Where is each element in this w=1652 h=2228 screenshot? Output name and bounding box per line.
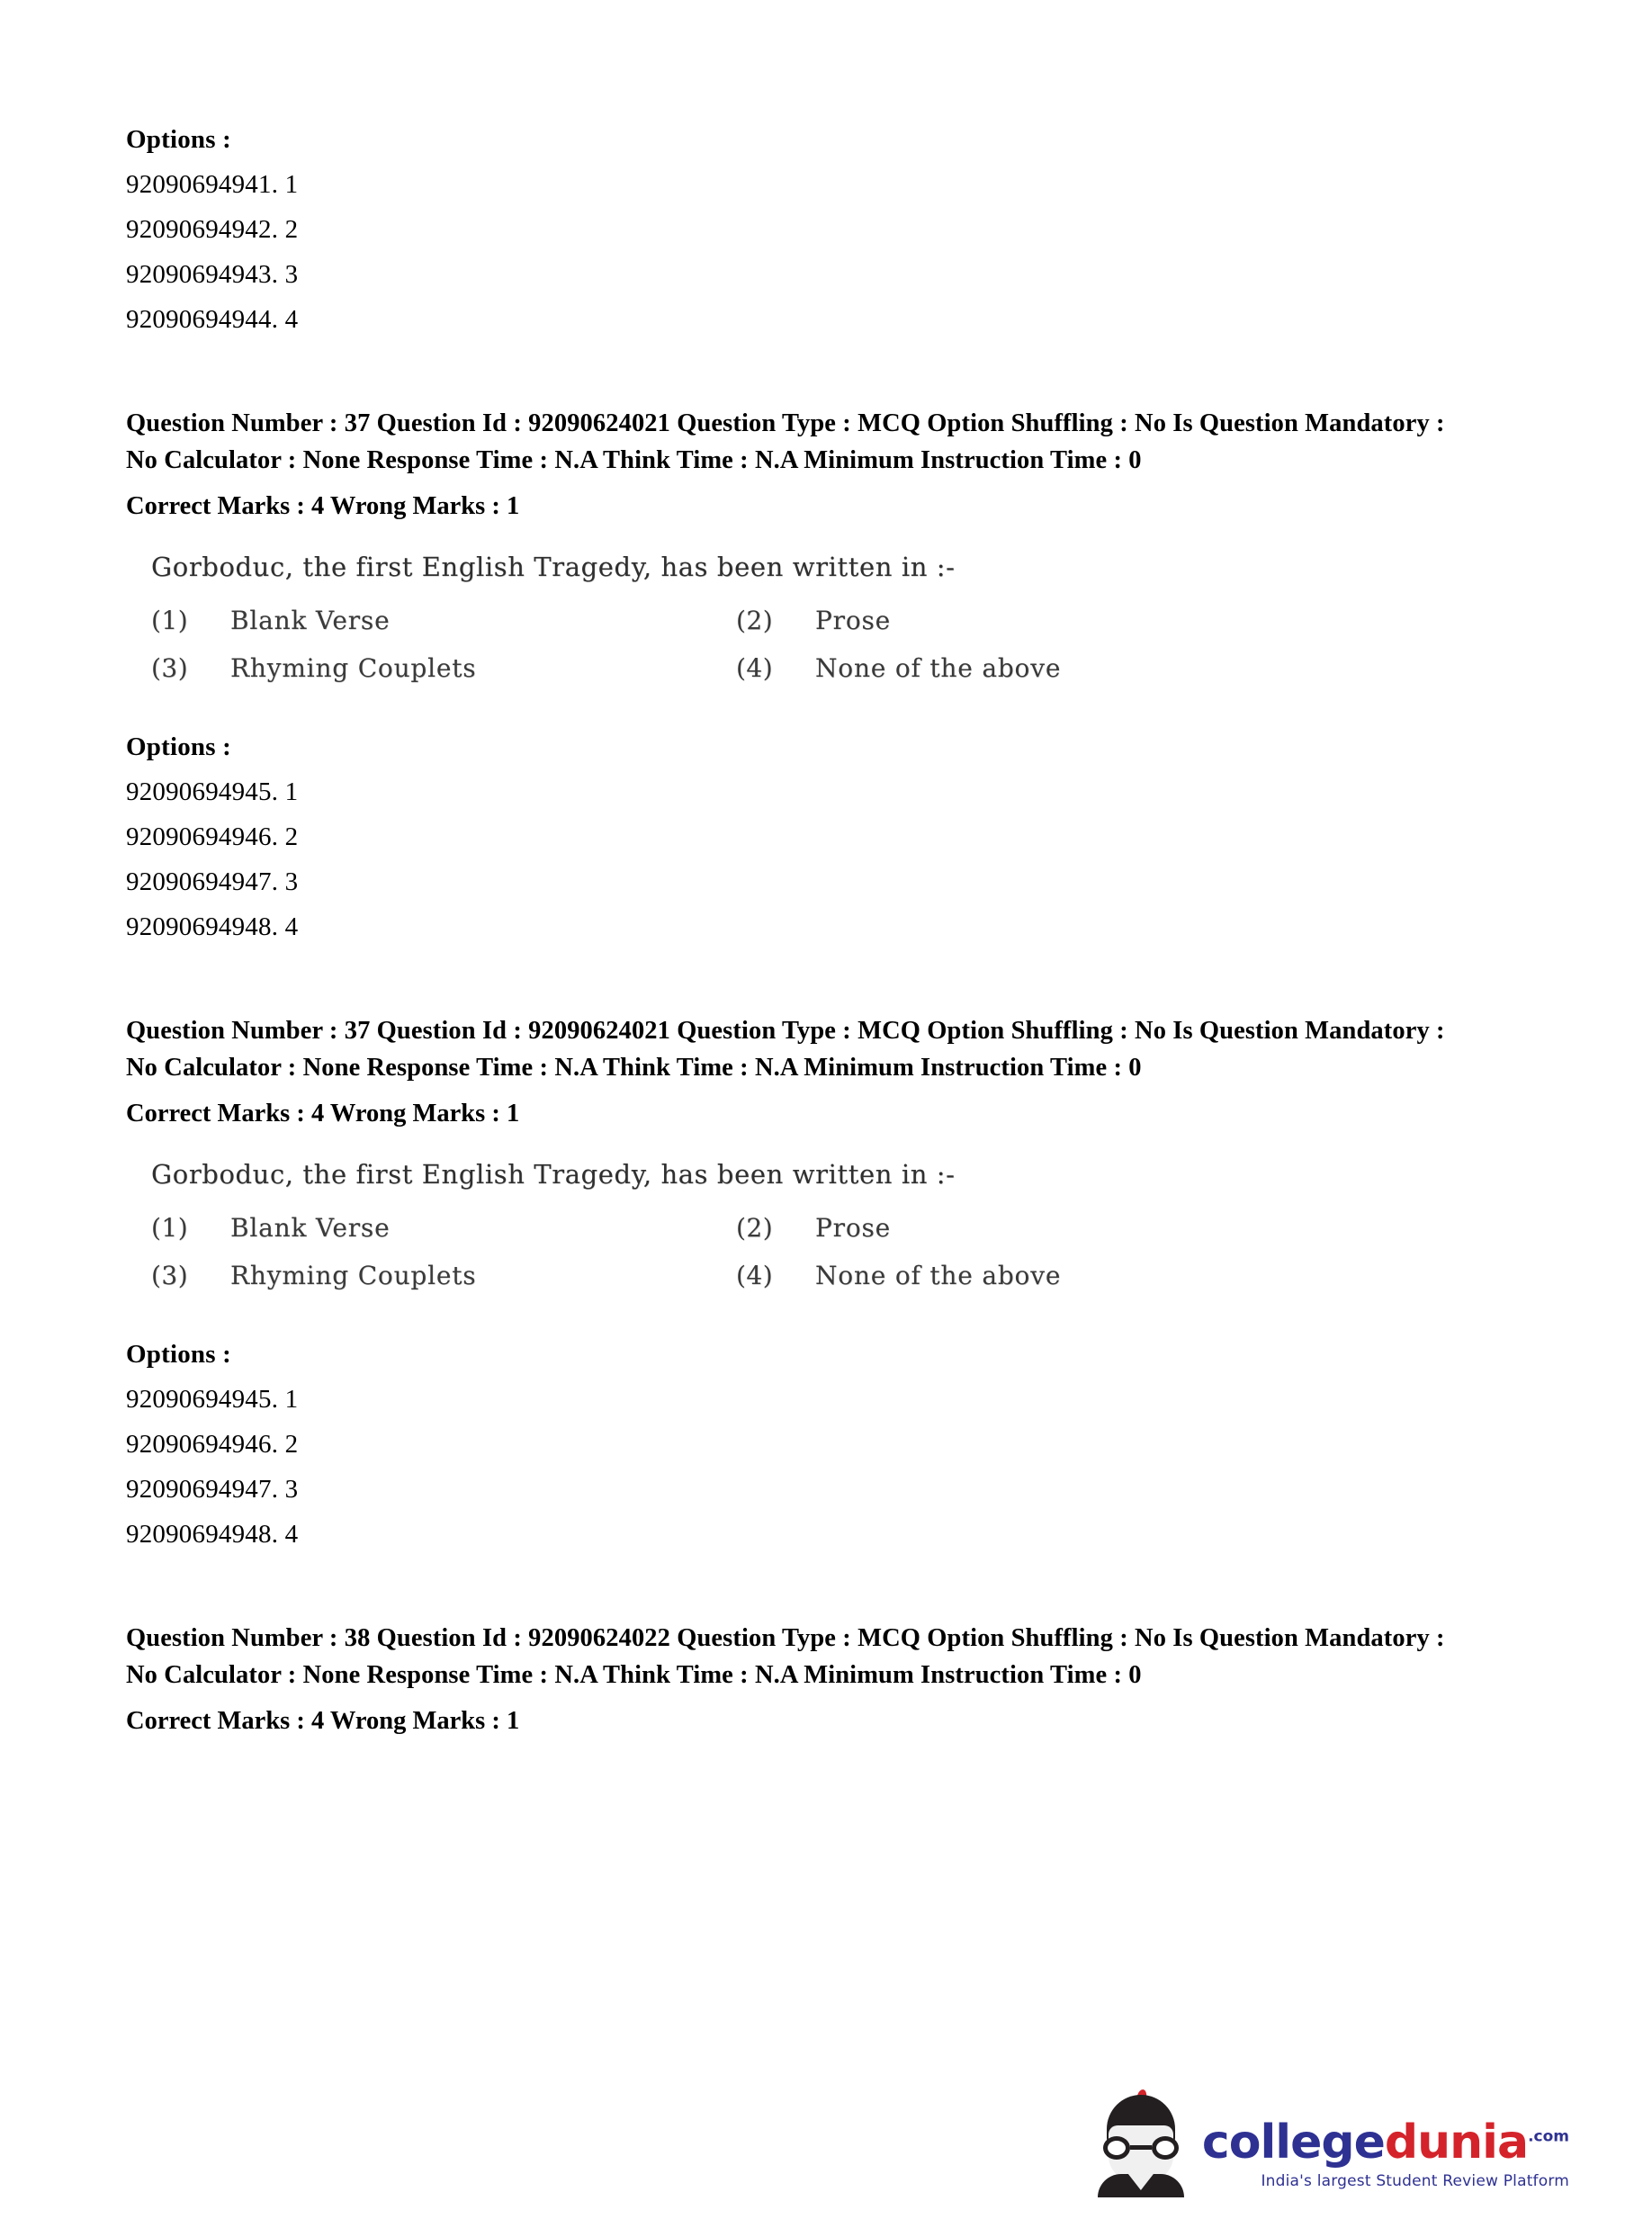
- collegedunia-watermark: [1092, 2089, 1569, 2196]
- spacer: [126, 1308, 1494, 1332]
- glasses-bridge: [1130, 2145, 1152, 2150]
- question-option-number: (4): [736, 653, 774, 683]
- question-marks-line: Correct Marks : 4 Wrong Marks : 1: [126, 1707, 520, 1735]
- options-block: [126, 117, 1494, 342]
- option-line: 92090694942. 2: [126, 215, 299, 244]
- wordmark-part-college: college: [1201, 2116, 1385, 2170]
- option-line: 92090694948. 4: [126, 912, 299, 941]
- question-option-text: Prose: [815, 1213, 892, 1243]
- spacer: [126, 1557, 1494, 1620]
- question-meta-block: [126, 1620, 1494, 1739]
- options-heading: Options :: [126, 732, 232, 761]
- options-block: [126, 1332, 1494, 1557]
- question-option-row: [151, 1261, 1321, 1290]
- question-meta-block: [126, 405, 1494, 525]
- question-option: [151, 653, 736, 683]
- question-meta-line: Question Number : 37 Question Id : 92090624021 Question Type : MCQ Option Shuffling : No Is Question Mandatory : No Calculator : None Response Time : N.A Think Time : N.A Minimum Instruction Time : 0: [126, 1017, 1445, 1082]
- question-meta-line: Question Number : 38 Question Id : 92090624022 Question Type : MCQ Option Shuffling : No Is Question Mandatory : No Calculator : None Response Time : N.A Think Time : N.A Minimum Instruction Time : 0: [126, 1624, 1445, 1689]
- question-marks-line: Correct Marks : 4 Wrong Marks : 1: [126, 492, 520, 520]
- collegedunia-mascot-icon: [1092, 2089, 1190, 2196]
- question-option-number: (3): [151, 1261, 189, 1290]
- spacer: [126, 701, 1494, 724]
- mascot-glasses-icon: [1103, 2136, 1179, 2160]
- question-option: [736, 653, 1321, 683]
- question-image-block: [151, 552, 1321, 683]
- question-option: [151, 606, 736, 635]
- question-option-number: (2): [736, 1213, 774, 1243]
- option-line: 92090694945. 1: [126, 777, 299, 806]
- options-block: [126, 724, 1494, 949]
- question-option: [736, 606, 1321, 635]
- question-meta-line: Question Number : 37 Question Id : 92090624021 Question Type : MCQ Option Shuffling : No Is Question Mandatory : No Calculator : None Response Time : N.A Think Time : N.A Minimum Instruction Time : 0: [126, 409, 1445, 474]
- question-meta-block: [126, 1012, 1494, 1132]
- wordmark-suffix: .com: [1528, 2127, 1569, 2146]
- document-content: [126, 117, 1494, 1739]
- options-heading: Options :: [126, 1340, 232, 1369]
- question-option-number: (4): [736, 1261, 774, 1290]
- question-option-text: Rhyming Couplets: [230, 653, 477, 683]
- collegedunia-wordmark: [1201, 2116, 1569, 2170]
- question-option: [736, 1213, 1321, 1243]
- spacer: [126, 342, 1494, 405]
- question-option-text: Blank Verse: [230, 606, 391, 635]
- glasses-lens-right: [1152, 2136, 1179, 2160]
- option-line: 92090694944. 4: [126, 305, 299, 334]
- question-option-text: Prose: [815, 606, 892, 635]
- question-option-text: None of the above: [815, 653, 1062, 683]
- spacer: [126, 949, 1494, 1012]
- question-option-number: (2): [736, 606, 774, 635]
- collegedunia-tagline: India's largest Student Review Platform: [1261, 2172, 1569, 2190]
- question-option-row: [151, 606, 1321, 635]
- option-line: 92090694947. 3: [126, 867, 299, 896]
- question-marks-line: Correct Marks : 4 Wrong Marks : 1: [126, 1100, 520, 1127]
- question-option-text: Rhyming Couplets: [230, 1261, 477, 1290]
- question-stem: Gorboduc, the first English Tragedy, has been written in :-: [151, 1159, 956, 1190]
- option-line: 92090694945. 1: [126, 1385, 299, 1414]
- option-line: 92090694946. 2: [126, 822, 299, 851]
- question-option: [736, 1261, 1321, 1290]
- question-option-text: None of the above: [815, 1261, 1062, 1290]
- options-heading: Options :: [126, 125, 232, 154]
- question-options: [151, 1213, 1321, 1290]
- question-option-text: Blank Verse: [230, 1213, 391, 1243]
- question-option-row: [151, 653, 1321, 683]
- option-line: 92090694943. 3: [126, 260, 299, 289]
- question-option-number: (1): [151, 1213, 189, 1243]
- question-options: [151, 606, 1321, 683]
- question-option-row: [151, 1213, 1321, 1243]
- option-line: 92090694947. 3: [126, 1475, 299, 1504]
- question-option-number: (3): [151, 653, 189, 683]
- option-line: 92090694941. 1: [126, 170, 299, 199]
- wordmark-part-dunia: dunia: [1384, 2116, 1529, 2170]
- glasses-lens-left: [1103, 2136, 1130, 2160]
- option-line: 92090694946. 2: [126, 1430, 299, 1459]
- collegedunia-logo-text: [1201, 2116, 1569, 2196]
- question-option-number: (1): [151, 606, 189, 635]
- question-option: [151, 1261, 736, 1290]
- question-option: [151, 1213, 736, 1243]
- question-stem: Gorboduc, the first English Tragedy, has been written in :-: [151, 552, 956, 582]
- option-line: 92090694948. 4: [126, 1520, 299, 1549]
- question-image-block: [151, 1159, 1321, 1290]
